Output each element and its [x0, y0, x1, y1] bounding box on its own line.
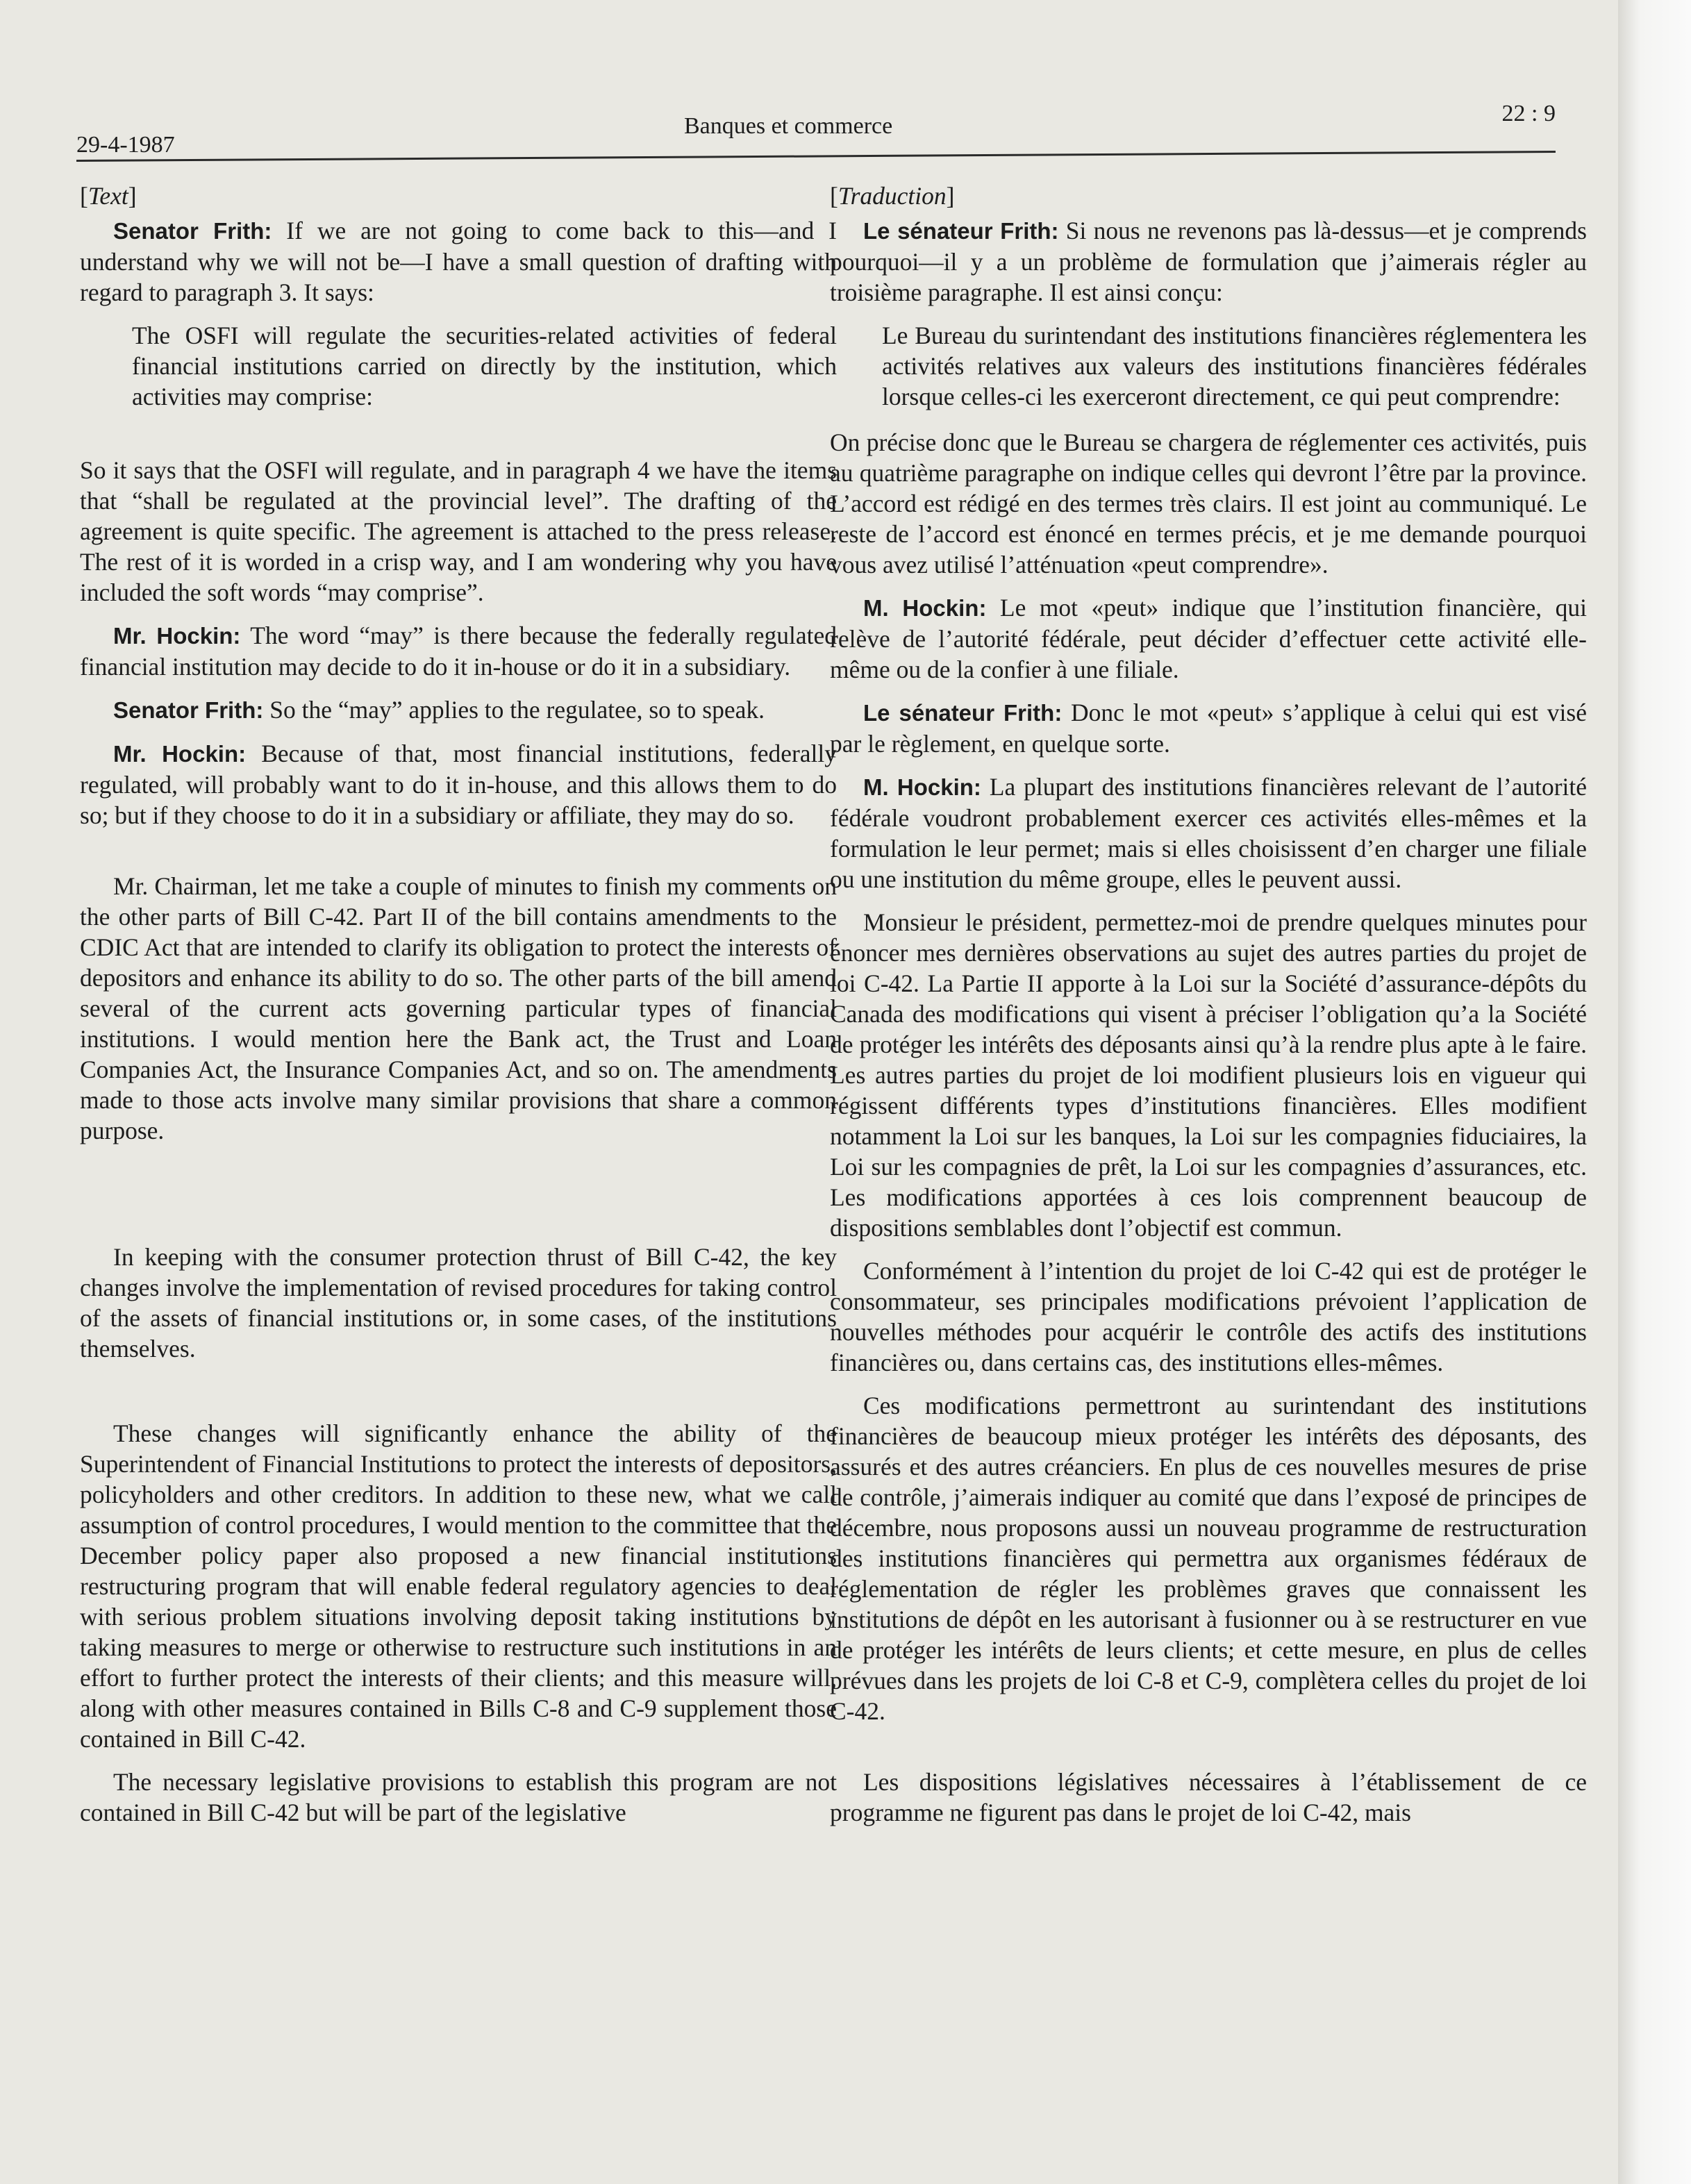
- paragraph: The necessary legislative provisions to establish this program are not contained in Bill C-42 but will be part of the legislative: [80, 1768, 837, 1826]
- paragraph: On précise donc que le Bureau se chargera de réglementer ces activités, puis au quatrième paragraphe on indique celles qui devront l’être par la province. L’accord est rédigé en des termes très clairs. Il est joint au communiqué. Le reste de l’accord est énoncé en termes précis, et je me demande pourquoi vous avez utilisé l’atténuation «peut comprendre».: [830, 428, 1587, 578]
- paragraph: M. Hockin: La plupart des institutions financières relevant de l’autorité fédérale voudront probablement exercer ces activités elles-mêmes et la formulation le leur permet; mais si elles choisissent d’en charger une filiale ou une institution du même groupe, elles le peuvent aussi.: [830, 773, 1587, 893]
- paragraph: These changes will significantly enhance the ability of the Superintendent of Financial Institutions to protect the interests of depositors, policyholders and other creditors. In addition to these new, what we call assumption of control procedures, I would mention to the committee that the December policy paper also proposed a new financial institutions restructuring program that will enable federal regulatory agencies to deal with serious problem situations involving deposit taking institutions by taking measures to merge or otherwise to restructure such institutions in an effort to further protect the interests of their clients; and this measure will, along with other measures contained in Bills C-8 and C-9 supplement those contained in Bill C-42.: [80, 1419, 837, 1753]
- speaker-name: Senator Frith:: [113, 697, 264, 723]
- paragraph: Ces modifications permettront au surintendant des institutions financières de beaucoup mieux protéger les intérêts des déposants, des assurés et des autres créanciers. En plus de ces nouvelles mesures de prise de contrôle, j’aimerais indiquer au comité que dans l’exposé de principes de décembre, nous proposons aussi un nouveau programme de restructuration des institutions financières qui permettra aux organismes fédéraux de réglementation de régler les problèmes graves que connaissent les institutions de dépôt en les autorisant à fusionner ou à se restructurer en vue de protéger les intérêts de leurs clients; et cette mesure, en plus de celles prévues dans les projets de loi C-8 et C-9, complètera celles du projet de loi C-42.: [830, 1392, 1587, 1725]
- english-column: [80, 181, 837, 2014]
- speaker-name: Senator Frith:: [113, 218, 272, 244]
- speaker-name: Le sénateur Frith:: [863, 218, 1059, 244]
- paragraph: Le sénateur Frith: Donc le mot «peut» s’applique à celui qui est visé par le règlement, en quelque sorte.: [830, 699, 1587, 758]
- paragraph: Conformément à l’intention du projet de loi C-42 qui est de protéger le consommateur, ses principales modifications prévoient l’application de nouvelles méthodes pour acquérir le contrôle des actifs des institutions financières ou, dans certains cas, des institutions elles-mêmes.: [830, 1257, 1587, 1376]
- paragraph: Senator Frith: If we are not going to come back to this—and I understand why we will not be—I have a small question of drafting with regard to paragraph 3. It says:: [80, 217, 837, 306]
- paragraph: Senator Frith: So the “may” applies to the regulatee, so to speak.: [113, 696, 765, 724]
- block-quote: Le Bureau du surintendant des institutions financières réglementera les activités relatives aux valeurs des institutions financières fédérales lorsque celles-ci les exerceront directement, ce qui peut comprendre:: [882, 322, 1587, 410]
- paragraph: Mr. Hockin: Because of that, most financial institutions, federally regulated, will probably want to do it in-house, and this allows them to do so; but if they choose to do it in a subsidiary or affiliate, they may do so.: [80, 740, 837, 829]
- speaker-name: Mr. Hockin:: [113, 623, 241, 649]
- speaker-name: M. Hockin:: [863, 595, 987, 621]
- page-edge: [1618, 0, 1691, 2184]
- header-title: Banques et commerce: [684, 113, 893, 139]
- block-quote: The OSFI will regulate the securities-related activities of federal financial institutions carried on directly by the institution, which activities may comprise:: [132, 322, 837, 410]
- paragraph: Mr. Hockin: The word “may” is there because the federally regulated financial institution may decide to do it in-house or do it in a subsidiary.: [80, 622, 837, 681]
- speaker-name: Mr. Hockin:: [113, 741, 247, 767]
- paragraph: Les dispositions législatives nécessaires à l’établissement de ce programme ne figurent pas dans le projet de loi C-42, mais: [830, 1768, 1587, 1826]
- french-column: [830, 181, 1587, 2014]
- paragraph: Monsieur le président, permettez-moi de prendre quelques minutes pour énoncer mes dernières observations au sujet des autres parties du projet de loi C-42. La Partie II apporte à la Loi sur la Société d’assurance-dépôts du Canada des modifications qui visent à préciser l’obligation qu’a la Société de protéger les intérêts des déposants ainsi qu’à la rendre plus apte à le faire. Les autres parties du projet de loi modifient plusieurs lois en vigueur qui régissent différents types d’institutions financières. Elles modifient notamment la Loi sur les banques, la Loi sur les compagnies fiduciaires, la Loi sur les compagnies de prêt, la Loi sur les compagnies d’assurances, etc. Les modifications apportées à ces lois comprennent beaucoup de dispositions semblables dont l’objectif est commun.: [830, 908, 1587, 1242]
- speaker-name: M. Hockin:: [863, 774, 981, 800]
- paragraph: In keeping with the consumer protection thrust of Bill C-42, the key changes involve the implementation of revised procedures for taking control of the assets of financial institutions or, in some cases, of the institutions themselves.: [80, 1243, 837, 1362]
- paragraph: Le sénateur Frith: Si nous ne revenons pas là-dessus—et je comprends pourquoi—il y a un problème de formulation que j’aimerais régler au troisième paragraphe. Il est ainsi conçu:: [830, 217, 1587, 306]
- paragraph: M. Hockin: Le mot «peut» indique que l’institution financière, qui relève de l’autorité fédérale, peut décider d’effectuer cette activité elle-même ou de la confier à une filiale.: [830, 594, 1587, 683]
- paragraph: So it says that the OSFI will regulate, and in paragraph 4 we have the items that “shall be regulated at the provincial level”. The drafting of the agreement is quite specific. The agreement is attached to the press release. The rest of it is worded in a crisp way, and I am wondering why you have included the soft words “may comprise”.: [80, 456, 837, 606]
- header-page-number: 22 : 9: [1501, 101, 1556, 126]
- paragraph: Mr. Chairman, let me take a couple of minutes to finish my comments on the other parts of Bill C-42. Part II of the bill contains amendments to the CDIC Act that are intended to clarify its obligation to protect the interests of depositors and enhance its ability to do so. The other parts of the bill amend several of the current acts governing particular types of financial institutions. I would mention here the Bank act, the Trust and Loan Companies Act, the Insurance Companies Act, and so on. The amendments made to those acts involve many similar provisions that share a common purpose.: [80, 872, 837, 1144]
- header-date: 29-4-1987: [76, 132, 175, 158]
- section-label-traduction: [Traduction]: [830, 182, 955, 210]
- section-label-text: [Text]: [80, 182, 137, 210]
- speaker-name: Le sénateur Frith:: [863, 700, 1063, 726]
